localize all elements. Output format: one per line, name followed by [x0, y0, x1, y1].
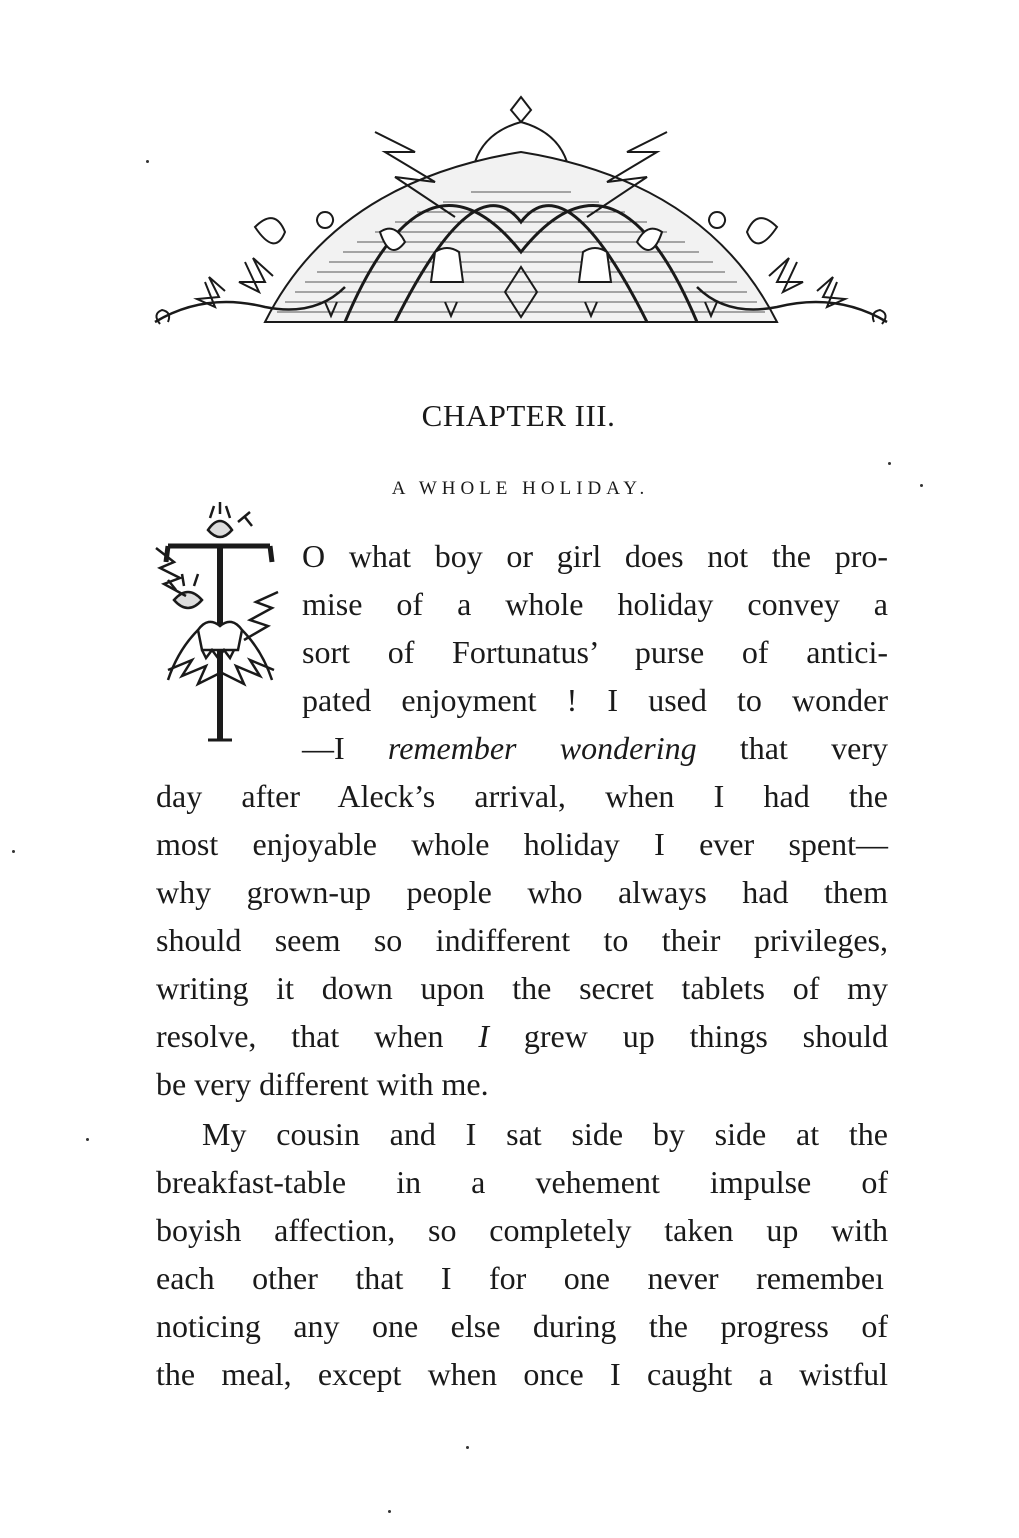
text-line: My cousin and I sat side by side at the — [202, 1116, 888, 1152]
text-line: writing it down upon the secret tablets of my — [156, 970, 888, 1006]
text-line: breakfast-table in a vehement impulse of — [156, 1164, 888, 1200]
text-line: should seem so indifferent to their privileges, — [156, 922, 888, 958]
decorated-initial-letter — [148, 500, 290, 748]
text-line: be very different with me. — [156, 1066, 489, 1102]
text-line: the meal, except when once I caught a wistful — [156, 1356, 888, 1392]
headpiece-ornament — [145, 92, 897, 352]
text-fragment: that very — [696, 730, 888, 766]
text-line: why grown-up people who always had them — [156, 874, 888, 910]
chapter-title: A WHOLE HOLIDAY. — [391, 478, 650, 499]
text-line: noticing any one else during the progress of — [156, 1308, 888, 1344]
text-line: most enjoyable whole holiday I ever spent— — [156, 826, 888, 862]
text-fragment: —I — [302, 730, 388, 766]
text-fragment: resolve, that when — [156, 1018, 479, 1054]
scan-speck — [86, 1138, 89, 1141]
text-line — [302, 724, 888, 772]
text-line: each other that I for one never remembeı — [156, 1260, 884, 1296]
text-line: day after Aleck’s arrival, when I had the — [156, 778, 888, 814]
text-line: boyish affection, so completely taken up with — [156, 1212, 888, 1248]
text-line — [156, 1012, 888, 1060]
text-line: O what boy or girl does not the pro- — [302, 538, 888, 574]
text-line: sort of Fortunatus’ purse of antici- — [302, 634, 888, 670]
scan-speck — [920, 484, 923, 487]
scan-speck — [888, 462, 891, 465]
italic-text: remember wondering — [387, 730, 697, 766]
scan-speck — [466, 1446, 469, 1449]
italic-text: I — [478, 1018, 489, 1054]
text-line: pated enjoyment ! I used to wonder — [302, 682, 888, 718]
chapter-number: CHAPTER III. — [421, 398, 616, 433]
scan-speck — [146, 160, 149, 163]
scan-speck — [12, 850, 15, 853]
scan-speck — [388, 1510, 391, 1513]
text-fragment: grew up things should — [488, 1018, 889, 1054]
text-line: mise of a whole holiday convey a — [302, 586, 888, 622]
